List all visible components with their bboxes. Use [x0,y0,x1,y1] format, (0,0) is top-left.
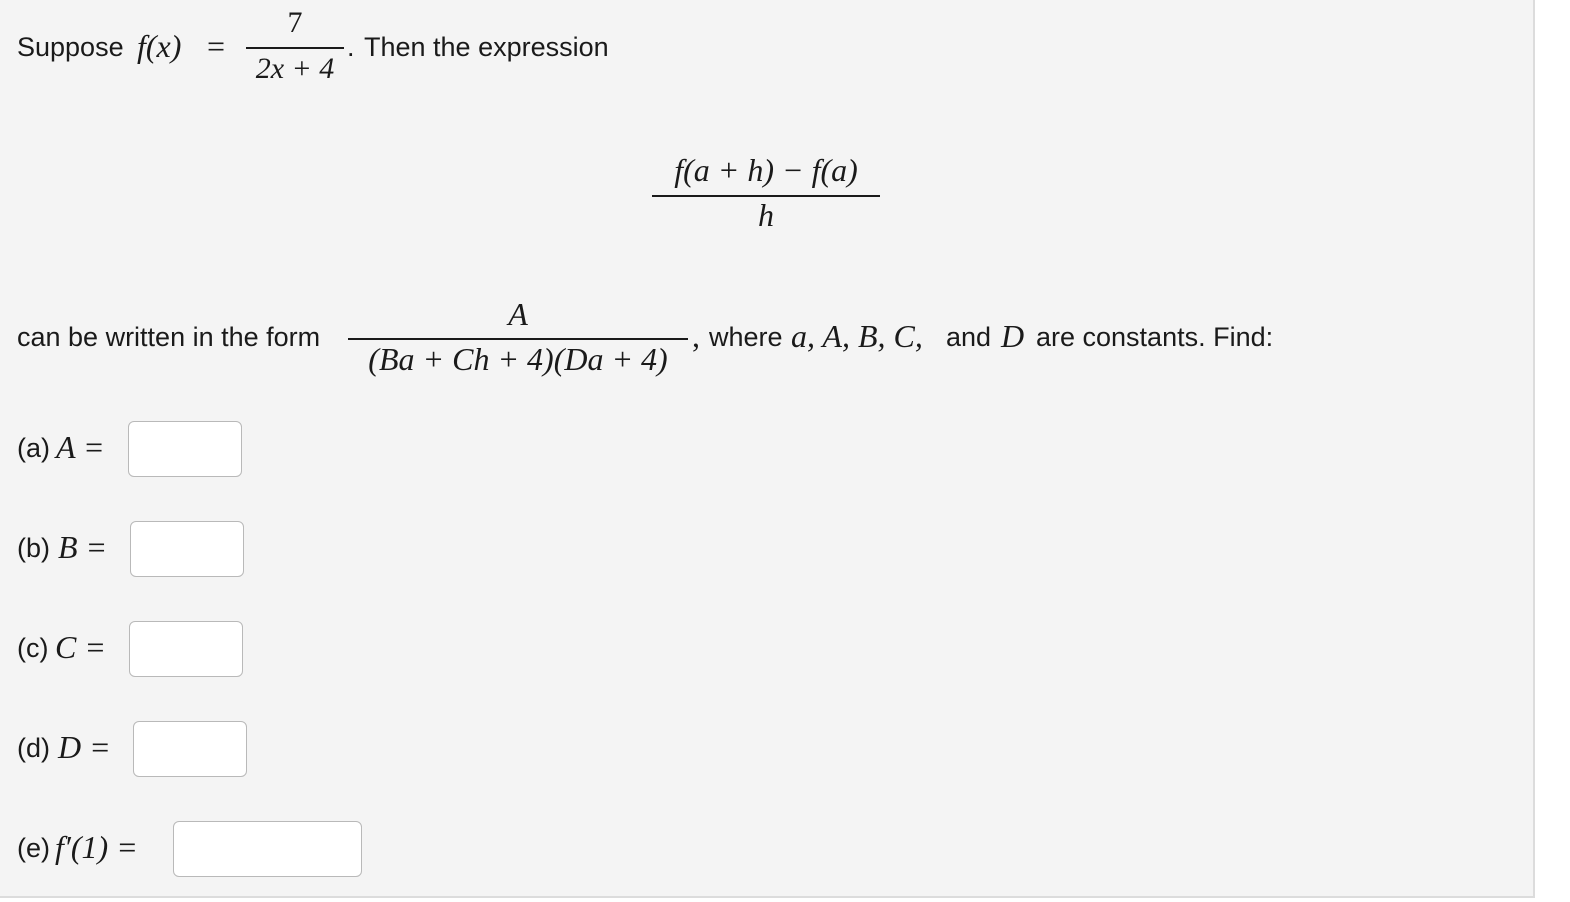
form-fraction-bar [348,338,688,340]
answer-c-input[interactable] [129,621,243,677]
intro-trail: Then the expression [364,32,609,62]
function-name: f(x) [137,28,182,64]
form-comma: , [692,318,700,354]
fraction-numerator: 7 [287,6,303,39]
answer-b-input[interactable] [130,521,244,577]
answer-a-input[interactable] [128,421,242,477]
question-a-label: (a) [17,433,50,463]
question-a-expr: A = [56,429,105,465]
difference-quotient-numerator: f(a + h) − f(a) [674,152,858,188]
form-numerator: A [508,296,528,332]
difference-quotient-denominator: h [758,197,774,233]
form-lead: can be written in the form [17,322,321,352]
question-d-label: (d) [17,733,50,763]
question-b-expr: B = [58,529,108,565]
question-e-expr: f′(1) = [55,829,138,865]
equals-sign: = [207,28,226,64]
form-suffix: are constants. Find: [1036,322,1274,352]
answer-e-input[interactable] [173,821,362,877]
form-denominator: (Ba + Ch + 4)(Da + 4) [368,341,668,377]
intro-period: . [347,32,355,62]
constants-list: a, A, B, C, [791,318,923,354]
fraction-bar [246,47,344,49]
answer-d-input[interactable] [133,721,247,777]
question-b-label: (b) [17,533,50,563]
and-word: and [946,322,992,352]
intro-lead: Suppose [17,32,124,62]
question-c-label: (c) [17,633,49,663]
question-e-label: (e) [17,833,50,863]
question-d-expr: D = [58,729,111,765]
question-c-expr: C = [55,629,106,665]
fraction-denominator: 2x + 4 [255,52,335,85]
where-prefix: where [709,322,783,352]
last-constant: D [1001,318,1025,354]
